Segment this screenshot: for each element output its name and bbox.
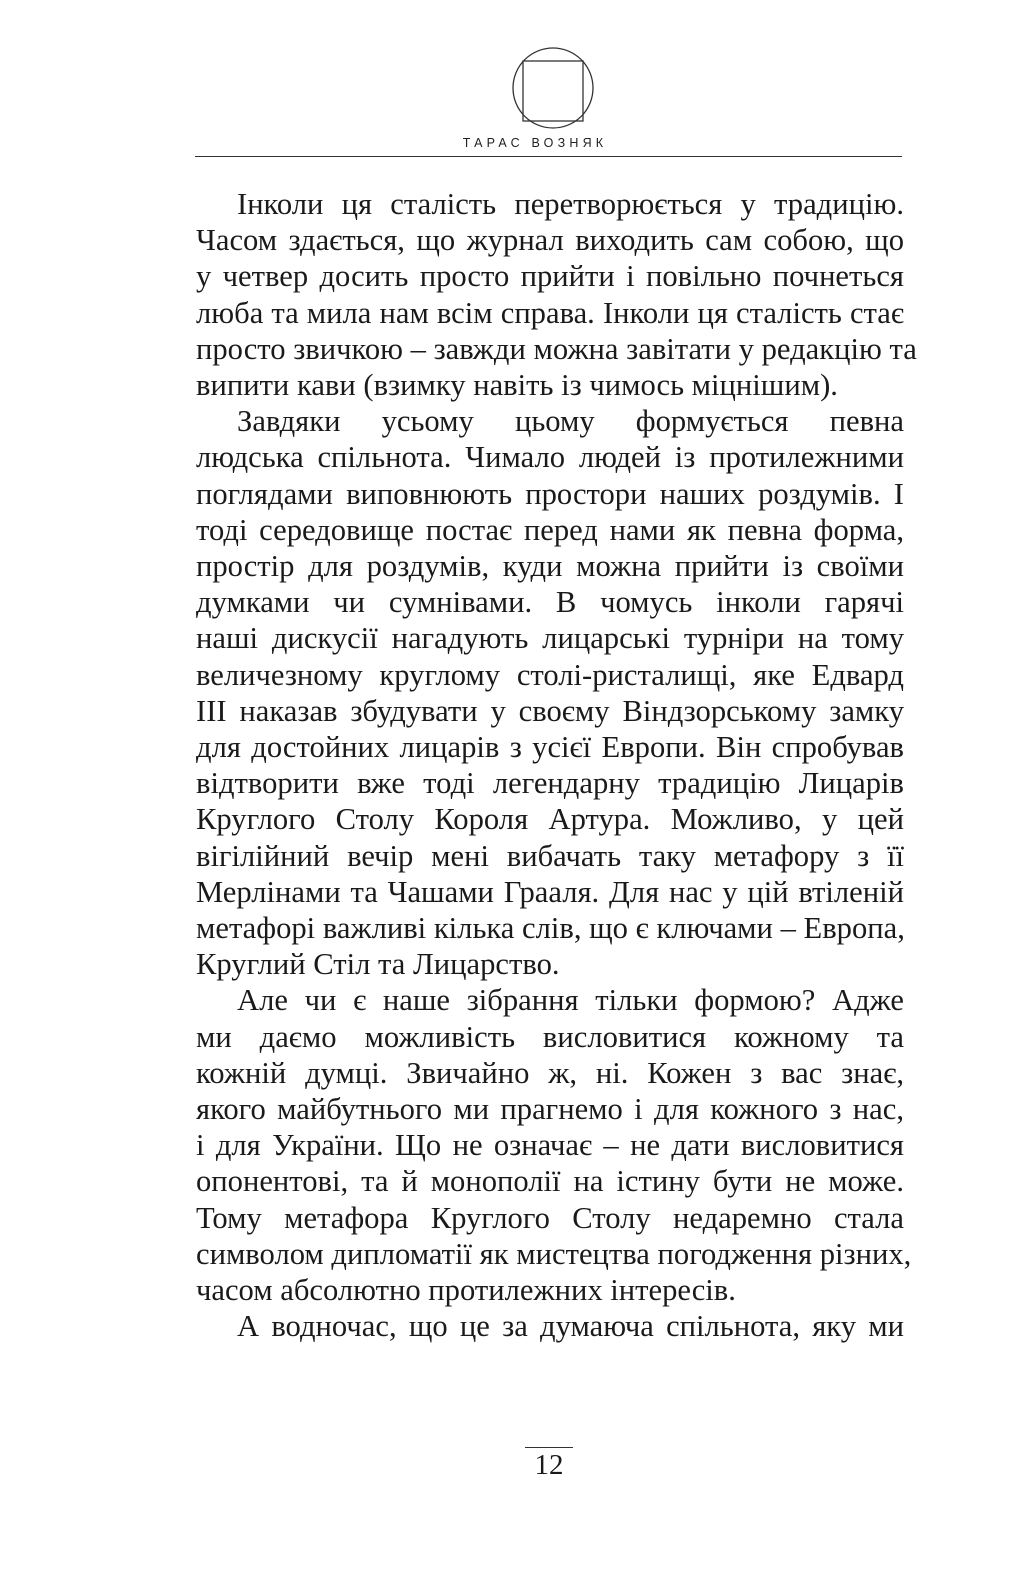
text-line: тоді середовище постає перед нами як певна форма, bbox=[196, 512, 904, 547]
page-number: 12 bbox=[525, 1447, 573, 1480]
paragraph bbox=[196, 403, 904, 982]
text-line: людська спільнота. Чимало людей із протилежними bbox=[196, 440, 904, 475]
text-line: часом абсолютно протилежних інтересів. bbox=[196, 1273, 736, 1308]
text-line: Інколи ця сталість перетворюється у традицію. bbox=[237, 187, 904, 221]
text-line: поглядами виповнюють простори наших роздумів. І bbox=[196, 476, 904, 511]
running-head-author: ТАРАС ВОЗНЯК bbox=[462, 136, 608, 150]
paragraph bbox=[196, 186, 917, 403]
paragraph bbox=[196, 1308, 904, 1344]
text-line: Завдяки усьому цьому формується певна bbox=[237, 404, 904, 439]
text-line: ми даємо можливість висловитися кожному та bbox=[196, 1019, 904, 1054]
text-line: люба та мила нам всім справа. Інколи ця сталість стає bbox=[196, 295, 904, 330]
text-line: опонентові, та й монополії на істину бути не може. bbox=[196, 1164, 904, 1199]
text-line: якого майбутнього ми прагнемо і для кожного з нас, bbox=[196, 1092, 904, 1127]
header-rule bbox=[195, 156, 902, 157]
text-line: Часом здається, що журнал виходить сам собою, що bbox=[196, 223, 904, 258]
text-line: Круглого Столу Короля Артура. Можливо, у цей bbox=[196, 802, 904, 837]
body-text bbox=[196, 186, 917, 1345]
text-line: кожній думці. Звичайно ж, ні. Кожен з вас знає, bbox=[196, 1055, 904, 1090]
text-line: величезному круглому столі-ристалищі, яке Едвард bbox=[196, 657, 904, 692]
text-line: Круглий Стіл та Лицарство. bbox=[196, 947, 560, 982]
text-line: думками чи сумнівами. В чомусь інколи гарячі bbox=[196, 585, 904, 620]
paragraph bbox=[196, 982, 912, 1308]
text-line: випити кави (взимку навіть із чимось міцнішим). bbox=[196, 368, 838, 403]
text-line: Тому метафора Круглого Столу недаремно стала bbox=[196, 1200, 904, 1235]
text-line: і для України. Що не означає – не дати висловитися bbox=[196, 1128, 904, 1163]
text-line: у четвер досить просто прийти і повільно почнеться bbox=[196, 259, 904, 294]
text-line: вігілійний вечір мені вибачать таку метафору з її bbox=[196, 838, 904, 873]
text-line: відтворити вже тоді легендарну традицію Лицарів bbox=[196, 766, 904, 801]
text-line: ІІІ наказав збудувати у своєму Віндзорському замку bbox=[196, 693, 904, 728]
text-line: наші дискусії нагадують лицарські турніри на тому bbox=[196, 621, 904, 656]
text-line: Але чи є наше зібрання тільки формою? Адже bbox=[237, 983, 904, 1018]
text-line: символом дипломатії як мистецтва погодження різних, bbox=[196, 1236, 912, 1271]
text-line: Мерлінами та Чашами Грааля. Для нас у цій втіленій bbox=[196, 874, 904, 909]
text-line: для достойних лицарів з усієї Европи. Він спробував bbox=[196, 730, 904, 765]
text-line: метафорі важливі кілька слів, що є ключами – Европа, bbox=[196, 911, 905, 946]
text-line: просто звичкою – завжди можна завітати у редакцію та bbox=[196, 331, 917, 366]
circle-square-logo-icon bbox=[511, 46, 595, 130]
text-line: простір для роздумів, куди можна прийти із своїми bbox=[196, 549, 904, 584]
text-line: А водночас, що це за думаюча спільнота, яку ми bbox=[237, 1309, 904, 1344]
